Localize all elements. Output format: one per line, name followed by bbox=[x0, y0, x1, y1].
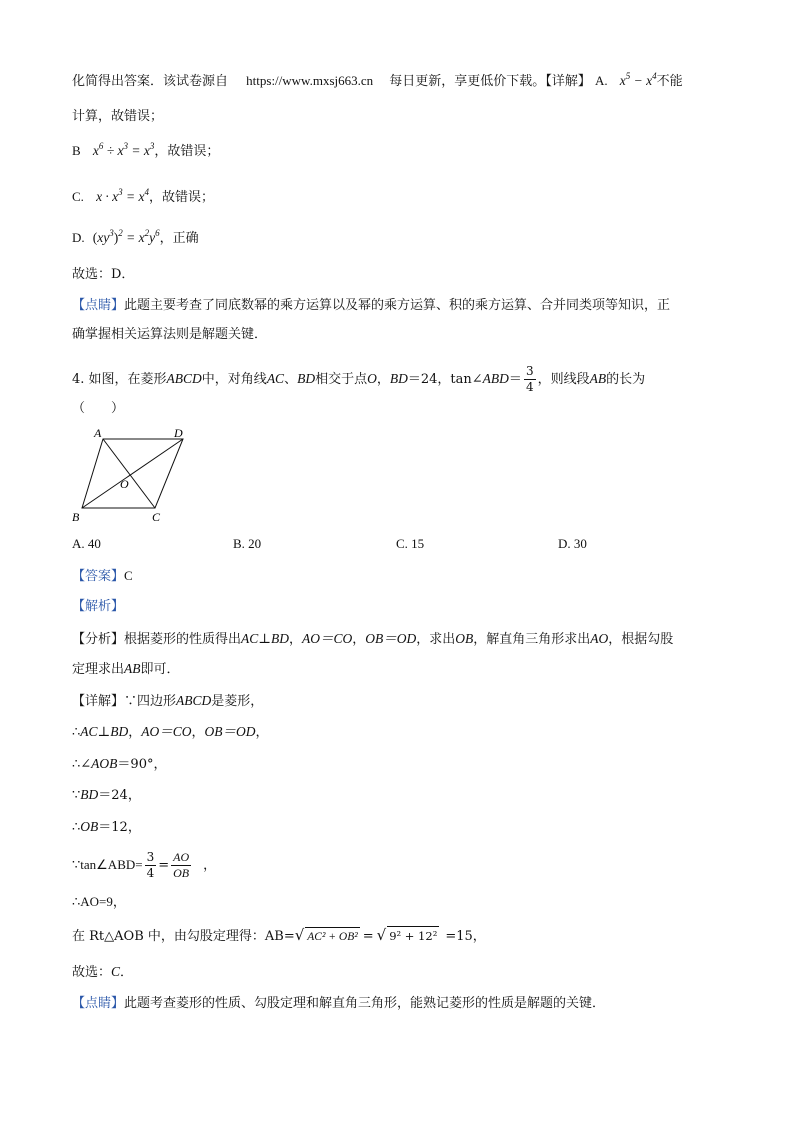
fenxi-text: ，解直角三角形求出 bbox=[473, 632, 591, 647]
vertex-label-a: A bbox=[94, 426, 102, 440]
answer-tag: 【答案】 bbox=[72, 569, 125, 584]
answer-value: C bbox=[124, 568, 133, 583]
vertex-label-b: B bbox=[72, 510, 80, 524]
detail-tag: 【详解】 bbox=[72, 694, 125, 709]
detail-text: ＝90°， bbox=[117, 757, 167, 772]
detail-math: BD bbox=[80, 787, 99, 802]
detail-text: ∵ bbox=[72, 788, 81, 803]
fenxi-text: ， bbox=[352, 632, 366, 647]
stem-math: AB bbox=[589, 371, 607, 386]
fenxi-math: OB＝OD bbox=[365, 631, 417, 646]
detail-math: ABCD bbox=[176, 693, 212, 708]
prev-comment bbox=[72, 297, 670, 315]
detail-tag: 【详解】 bbox=[545, 74, 591, 89]
stem-text: 相交于点 bbox=[315, 372, 368, 387]
detail-step-6 bbox=[72, 850, 216, 881]
prev-line-2: 计算，故错误； bbox=[72, 109, 164, 124]
stem-math: AC bbox=[266, 371, 285, 386]
option-c-tail: ，故错误； bbox=[149, 190, 215, 205]
vertex-label-d: D bbox=[174, 426, 183, 440]
option-c-expr: $x \cdot x^3 = x^4$ bbox=[96, 187, 150, 204]
final-comment-text: 此题考查菱形的性质、勾股定理和解直角三角形，能熟记菱形的性质是解题的关键． bbox=[124, 996, 606, 1011]
stem-text: 、 bbox=[284, 372, 298, 387]
fraction-numerator: 3 bbox=[525, 364, 534, 378]
detail-text: ＝12， bbox=[98, 820, 141, 835]
fenxi-text: ，求出 bbox=[416, 632, 456, 647]
detail-text: ∵tan∠ABD= bbox=[72, 857, 143, 872]
detail-text: ∵四边形 bbox=[124, 694, 177, 709]
fenxi-tag: 【分析】 bbox=[72, 632, 125, 647]
option-b-label: B bbox=[72, 143, 81, 158]
stem-math: ABD bbox=[482, 371, 509, 386]
option-b-tail: ，故错误； bbox=[154, 144, 220, 159]
option-b-expr: $x^6 \div x^3 = x^3$ bbox=[92, 141, 155, 158]
sqrt-radicand: AC² + OB² bbox=[305, 927, 359, 946]
stem-math: ABCD bbox=[166, 371, 202, 386]
prev-text: 化简得出答案．该试卷源自 bbox=[72, 74, 229, 89]
detail-text: = bbox=[362, 929, 374, 944]
detail-math: OB＝OD bbox=[204, 724, 256, 739]
detail-math: C bbox=[111, 964, 121, 979]
detail-text: ， bbox=[128, 725, 142, 740]
fenxi-math: AO bbox=[590, 631, 609, 646]
stem-text: ， bbox=[376, 372, 390, 387]
detail-text: ∴∠ bbox=[72, 757, 92, 772]
stem-text: ＝24，tan∠ bbox=[407, 372, 483, 387]
choice-c[interactable]: C. 15 bbox=[396, 536, 425, 551]
detail-step-2 bbox=[72, 723, 269, 742]
rhombus-figure bbox=[66, 424, 206, 524]
fraction-denominator: 4 bbox=[525, 380, 534, 394]
fenxi-text: ， bbox=[288, 632, 302, 647]
detail-text: ． bbox=[120, 965, 134, 980]
ratio-fraction bbox=[171, 850, 191, 881]
stem-math: BD bbox=[297, 371, 316, 386]
final-comment bbox=[72, 995, 605, 1013]
detail-text: =15， bbox=[445, 929, 486, 944]
stem-text: 中，对角线 bbox=[201, 372, 267, 387]
detail-text: ， bbox=[191, 725, 205, 740]
fraction-numerator: 3 bbox=[146, 850, 155, 864]
comment-text: 此题主要考查了同底数幂的乘方运算以及幂的乘方运算、积的乘方运算、合并同类项等知识，正 bbox=[124, 298, 671, 313]
detail-text: ， bbox=[203, 858, 217, 873]
analysis-line-1 bbox=[72, 630, 673, 649]
detail-step-9 bbox=[72, 963, 133, 982]
fenxi-math: AC⊥BD bbox=[241, 631, 289, 646]
stem-fraction bbox=[524, 364, 536, 395]
fenxi-text: 即可． bbox=[140, 662, 180, 677]
stem-text: 4. 如图，在菱形 bbox=[72, 372, 167, 387]
prev-choice: 故选：D． bbox=[72, 267, 135, 282]
detail-text: ∴ bbox=[72, 820, 81, 835]
diagonal-ac bbox=[103, 439, 155, 508]
analysis-line-2 bbox=[72, 660, 180, 679]
fenxi-math: AO＝CO bbox=[302, 631, 353, 646]
fenxi-text: ，根据勾股 bbox=[608, 632, 674, 647]
stem-text: ＝ bbox=[508, 372, 522, 387]
tan-fraction bbox=[145, 850, 157, 881]
option-a-expr: $x^5 - x^4$ bbox=[619, 71, 657, 88]
sqrt-icon: √ bbox=[294, 926, 305, 944]
option-d-tail: ，正确 bbox=[159, 231, 199, 246]
prev-line-1 bbox=[72, 72, 683, 91]
stem-text: ，则线段 bbox=[537, 372, 590, 387]
detail-text: 故选： bbox=[72, 965, 112, 980]
detail-math: AC⊥BD bbox=[80, 724, 129, 739]
choice-b[interactable]: B. 20 bbox=[233, 536, 262, 551]
stem-math: BD bbox=[389, 371, 408, 386]
option-d-expr: $(xy^3)^2 = x^2y^6$ bbox=[92, 228, 160, 245]
fenxi-text: 根据菱形的性质得出 bbox=[124, 632, 242, 647]
prev-option-d bbox=[72, 229, 199, 248]
detail-text: ＝24， bbox=[98, 788, 141, 803]
analysis-tag bbox=[72, 598, 124, 616]
fenxi-math: OB bbox=[455, 631, 474, 646]
diagonal-bd bbox=[82, 439, 183, 508]
detail-step-7: ∴AO=9， bbox=[72, 894, 126, 909]
source-url: https://www.mxsj663.cn bbox=[246, 73, 374, 88]
center-label-o: O bbox=[120, 477, 129, 491]
analysis-tag-text: 【解析】 bbox=[72, 599, 125, 614]
option-a-tail: 不能 bbox=[656, 74, 683, 89]
detail-math: AOB bbox=[91, 756, 118, 771]
choice-d[interactable]: D. 30 bbox=[558, 536, 587, 551]
detail-text: 在 Rt△AOB 中，由勾股定理得：AB= bbox=[72, 929, 295, 944]
detail-text: ， bbox=[255, 725, 269, 740]
prev-option-b bbox=[72, 142, 219, 161]
detail-text: ∴ bbox=[72, 725, 81, 740]
option-c-label: C. bbox=[72, 189, 84, 204]
detail-step-4 bbox=[72, 786, 141, 805]
prev-comment-2: 确掌握相关运算法则是解题关键． bbox=[72, 327, 268, 342]
question-4-stem bbox=[72, 364, 645, 395]
detail-math: AO＝CO bbox=[141, 724, 192, 739]
vertex-label-c: C bbox=[152, 510, 161, 524]
fraction-denominator: 4 bbox=[146, 866, 155, 880]
comment-tag: 【点睛】 bbox=[72, 298, 125, 313]
prev-option-c bbox=[72, 188, 214, 207]
option-d-label: D. bbox=[72, 230, 85, 245]
prev-text: 每日更新，享更低价下载。 bbox=[389, 74, 546, 89]
detail-step-5 bbox=[72, 818, 141, 837]
detail-text: 是菱形， bbox=[211, 694, 264, 709]
fraction-denominator: OB bbox=[173, 866, 190, 880]
fraction-numerator: AO bbox=[173, 850, 190, 864]
detail-text: = bbox=[158, 858, 170, 873]
choice-a[interactable]: A. 40 bbox=[72, 536, 101, 551]
option-a-label: A. bbox=[594, 73, 608, 88]
detail-step-1 bbox=[72, 692, 263, 711]
fenxi-math: AB bbox=[124, 661, 141, 676]
sqrt-icon: √ bbox=[376, 926, 387, 944]
detail-step-3 bbox=[72, 755, 166, 774]
stem-text: 的长为 bbox=[606, 372, 646, 387]
answer-line bbox=[72, 567, 133, 586]
detail-step-8 bbox=[72, 926, 486, 946]
detail-math: OB bbox=[80, 819, 99, 834]
stem-math: O bbox=[367, 371, 377, 386]
final-comment-tag: 【点睛】 bbox=[72, 996, 125, 1011]
answer-paren: （ ） bbox=[72, 401, 125, 416]
fenxi-text: 定理求出 bbox=[72, 662, 125, 677]
sqrt-radicand: 9² + 12² bbox=[387, 926, 439, 945]
